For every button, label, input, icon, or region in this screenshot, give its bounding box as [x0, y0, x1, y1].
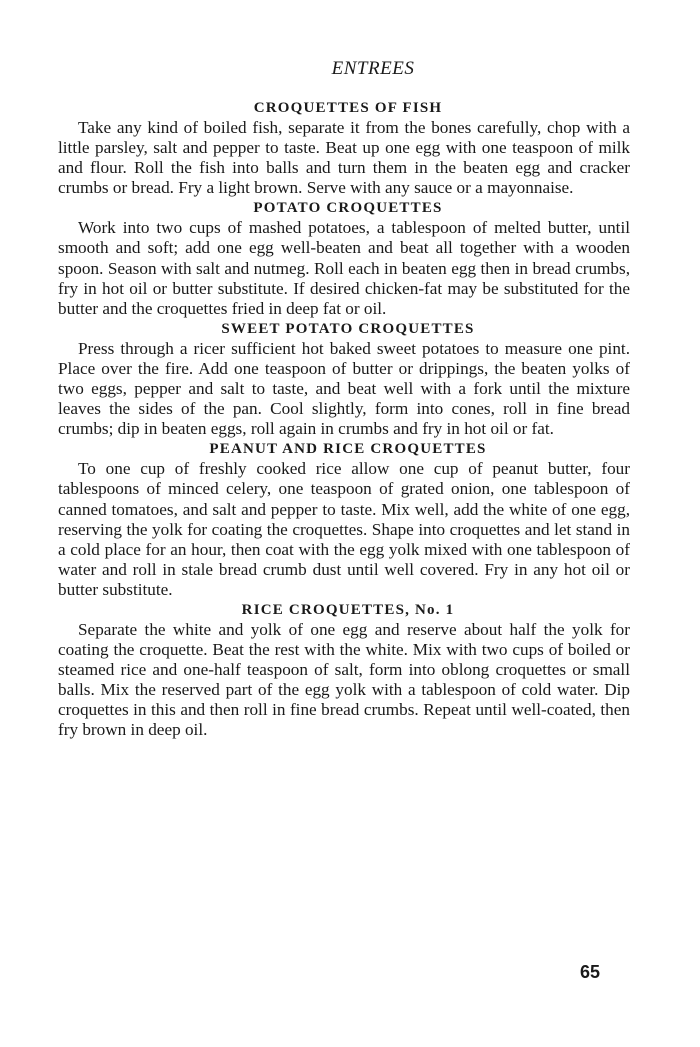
- recipe-croquettes-of-fish: [58, 98, 630, 198]
- recipe-title: SWEET POTATO CROQUETTES: [221, 320, 475, 337]
- recipe-title: RICE CROQUETTES, No. 1: [241, 601, 455, 618]
- recipe-body: Work into two cups of mashed potatoes, a tablespoon of melted butter, until smooth and soft; add one egg well-beaten and beat all together with a wooden spoon. Season with salt and nutmeg. Roll each in beaten egg then in bread crumbs, fry in hot oil or butter substitute. If desired chicken-fat may be substituted for the butter and the croquettes fried in deep fat or oil.: [58, 218, 630, 318]
- recipe-title: POTATO CROQUETTES: [253, 200, 443, 217]
- recipe-peanut-and-rice-croquettes: [58, 439, 630, 600]
- recipe-body: Press through a ricer sufficient hot baked sweet potatoes to measure one pint. Place over the fire. Add one teaspoon of butter or drippings, the beaten yolks of two eggs, pepper and salt to taste, and beat well with a fork until the mixture leaves the sides of the pan. Cool slightly, form into cones, roll in fine bread crumbs; dip in beaten eggs, roll again in crumbs and fry in hot oil or fat.: [58, 338, 630, 439]
- recipe-sweet-potato-croquettes: [58, 319, 630, 439]
- recipe-body: Separate the white and yolk of one egg and reserve about half the yolk for coating the croquette. Beat the rest with the white. Mix with two cups of boiled or steamed rice and one-half teaspoon of salt, form into oblong croquettes or small balls. Mix the reserved part of the egg yolk with a tablespoon of cold water. Dip croquettes in this and then roll in fine bread crumbs. Repeat until well-coated, then fry brown in deep oil.: [58, 619, 630, 740]
- recipe-title: CROQUETTES OF FISH: [253, 100, 443, 116]
- recipe-title: PEANUT AND RICE CROQUETTES: [209, 441, 487, 458]
- recipe-body: To one cup of freshly cooked rice allow one cup of peanut butter, four tablespoons of minced celery, one teaspoon of grated onion, one tablespoon of canned tomatoes, and salt and pepper to taste. Mix well, add the white of one egg, reserving the yolk for coating the croquettes. Shape into croquettes and let stand in a cold place for an hour, then coat with the egg yolk mixed with one tablespoon of water and roll in stale bread crumb dust until well covered. Fry in any hot oil or butter substitute.: [58, 459, 630, 599]
- book-page: [58, 58, 630, 741]
- page-number: 65: [580, 962, 601, 982]
- recipe-rice-croquettes-no-1: [58, 600, 630, 741]
- recipe-body: Take any kind of boiled fish, separate it from the bones carefully, chop with a little parsley, salt and pepper to taste. Beat up one egg with one teaspoon of milk and flour. Roll the fish into balls and turn them in the beaten egg and cracker crumbs or bread. Fry a light brown. Serve with any sauce or a mayonnaise.: [58, 118, 630, 198]
- running-head: ENTREES: [331, 58, 415, 79]
- recipe-potato-croquettes: [58, 198, 630, 318]
